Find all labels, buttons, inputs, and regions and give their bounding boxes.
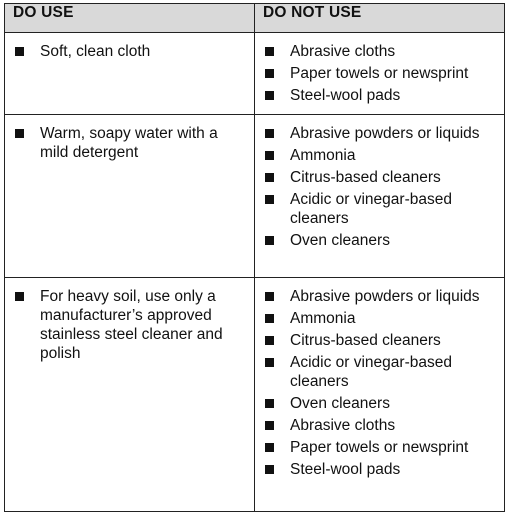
square-bullet-icon (265, 465, 274, 474)
table-row (5, 33, 505, 115)
list-item (263, 438, 498, 457)
square-bullet-icon (265, 151, 274, 160)
do-use-cell (5, 278, 255, 512)
table-row (5, 115, 505, 278)
square-bullet-icon (265, 195, 274, 204)
list-item (263, 231, 498, 250)
list-item-text: Soft, clean cloth (40, 43, 151, 60)
square-bullet-icon (265, 91, 274, 100)
do-not-use-list (263, 287, 498, 479)
list-item (263, 124, 498, 143)
list-item-text: Abrasive cloths (290, 417, 396, 434)
list-item (263, 42, 498, 61)
list-item (13, 124, 248, 162)
list-item (263, 146, 498, 165)
do-use-cell (5, 33, 255, 115)
list-item-text: Abrasive powders or liquids (290, 288, 480, 305)
header-row (5, 4, 505, 33)
list-item-text: Steel-wool pads (290, 87, 401, 104)
header-do-not-use: DO NOT USE (255, 4, 505, 33)
do-use-list (13, 287, 248, 363)
table-row (5, 278, 505, 512)
square-bullet-icon (265, 236, 274, 245)
list-item (263, 353, 498, 391)
list-item-text: Oven cleaners (290, 232, 390, 249)
cleaning-table (4, 3, 505, 512)
list-item (263, 168, 498, 187)
list-item-text: Paper towels or newsprint (290, 65, 469, 82)
square-bullet-icon (265, 129, 274, 138)
square-bullet-icon (15, 292, 24, 301)
do-use-list (13, 42, 248, 61)
list-item (263, 309, 498, 328)
square-bullet-icon (265, 292, 274, 301)
square-bullet-icon (265, 69, 274, 78)
list-item-text: Citrus-based cleaners (290, 169, 441, 186)
list-item (263, 287, 498, 306)
do-not-use-list (263, 42, 498, 105)
square-bullet-icon (265, 47, 274, 56)
square-bullet-icon (265, 399, 274, 408)
list-item-text: Abrasive cloths (290, 43, 396, 60)
list-item (263, 86, 498, 105)
header-do-use: DO USE (5, 4, 255, 33)
list-item-text: For heavy soil, use only a manufacturer’s approved stainless steel cleaner and polish (40, 288, 223, 362)
list-item-text: Ammonia (290, 310, 356, 327)
list-item (263, 190, 498, 228)
square-bullet-icon (265, 443, 274, 452)
square-bullet-icon (265, 314, 274, 323)
list-item (263, 394, 498, 413)
list-item-text: Paper towels or newsprint (290, 439, 469, 456)
list-item-text: Acidic or vinegar-based cleaners (290, 191, 452, 227)
do-use-list (13, 124, 248, 162)
list-item-text: Abrasive powders or liquids (290, 125, 480, 142)
list-item-text: Acidic or vinegar-based cleaners (290, 354, 452, 390)
list-item (263, 64, 498, 83)
do-use-cell (5, 115, 255, 278)
cleaning-guide (4, 3, 504, 512)
do-not-use-list (263, 124, 498, 250)
list-item-text: Citrus-based cleaners (290, 332, 441, 349)
list-item-text: Ammonia (290, 147, 356, 164)
list-item (13, 42, 248, 61)
list-item (13, 287, 248, 363)
square-bullet-icon (265, 358, 274, 367)
list-item-text: Steel-wool pads (290, 461, 401, 478)
square-bullet-icon (15, 47, 24, 56)
do-not-use-cell (255, 115, 505, 278)
list-item (263, 331, 498, 350)
list-item (263, 416, 498, 435)
list-item (263, 460, 498, 479)
do-not-use-cell (255, 33, 505, 115)
square-bullet-icon (15, 129, 24, 138)
do-not-use-cell (255, 278, 505, 512)
square-bullet-icon (265, 173, 274, 182)
square-bullet-icon (265, 336, 274, 345)
list-item-text: Oven cleaners (290, 395, 390, 412)
list-item-text: Warm, soapy water with a mild detergent (40, 125, 218, 161)
square-bullet-icon (265, 421, 274, 430)
